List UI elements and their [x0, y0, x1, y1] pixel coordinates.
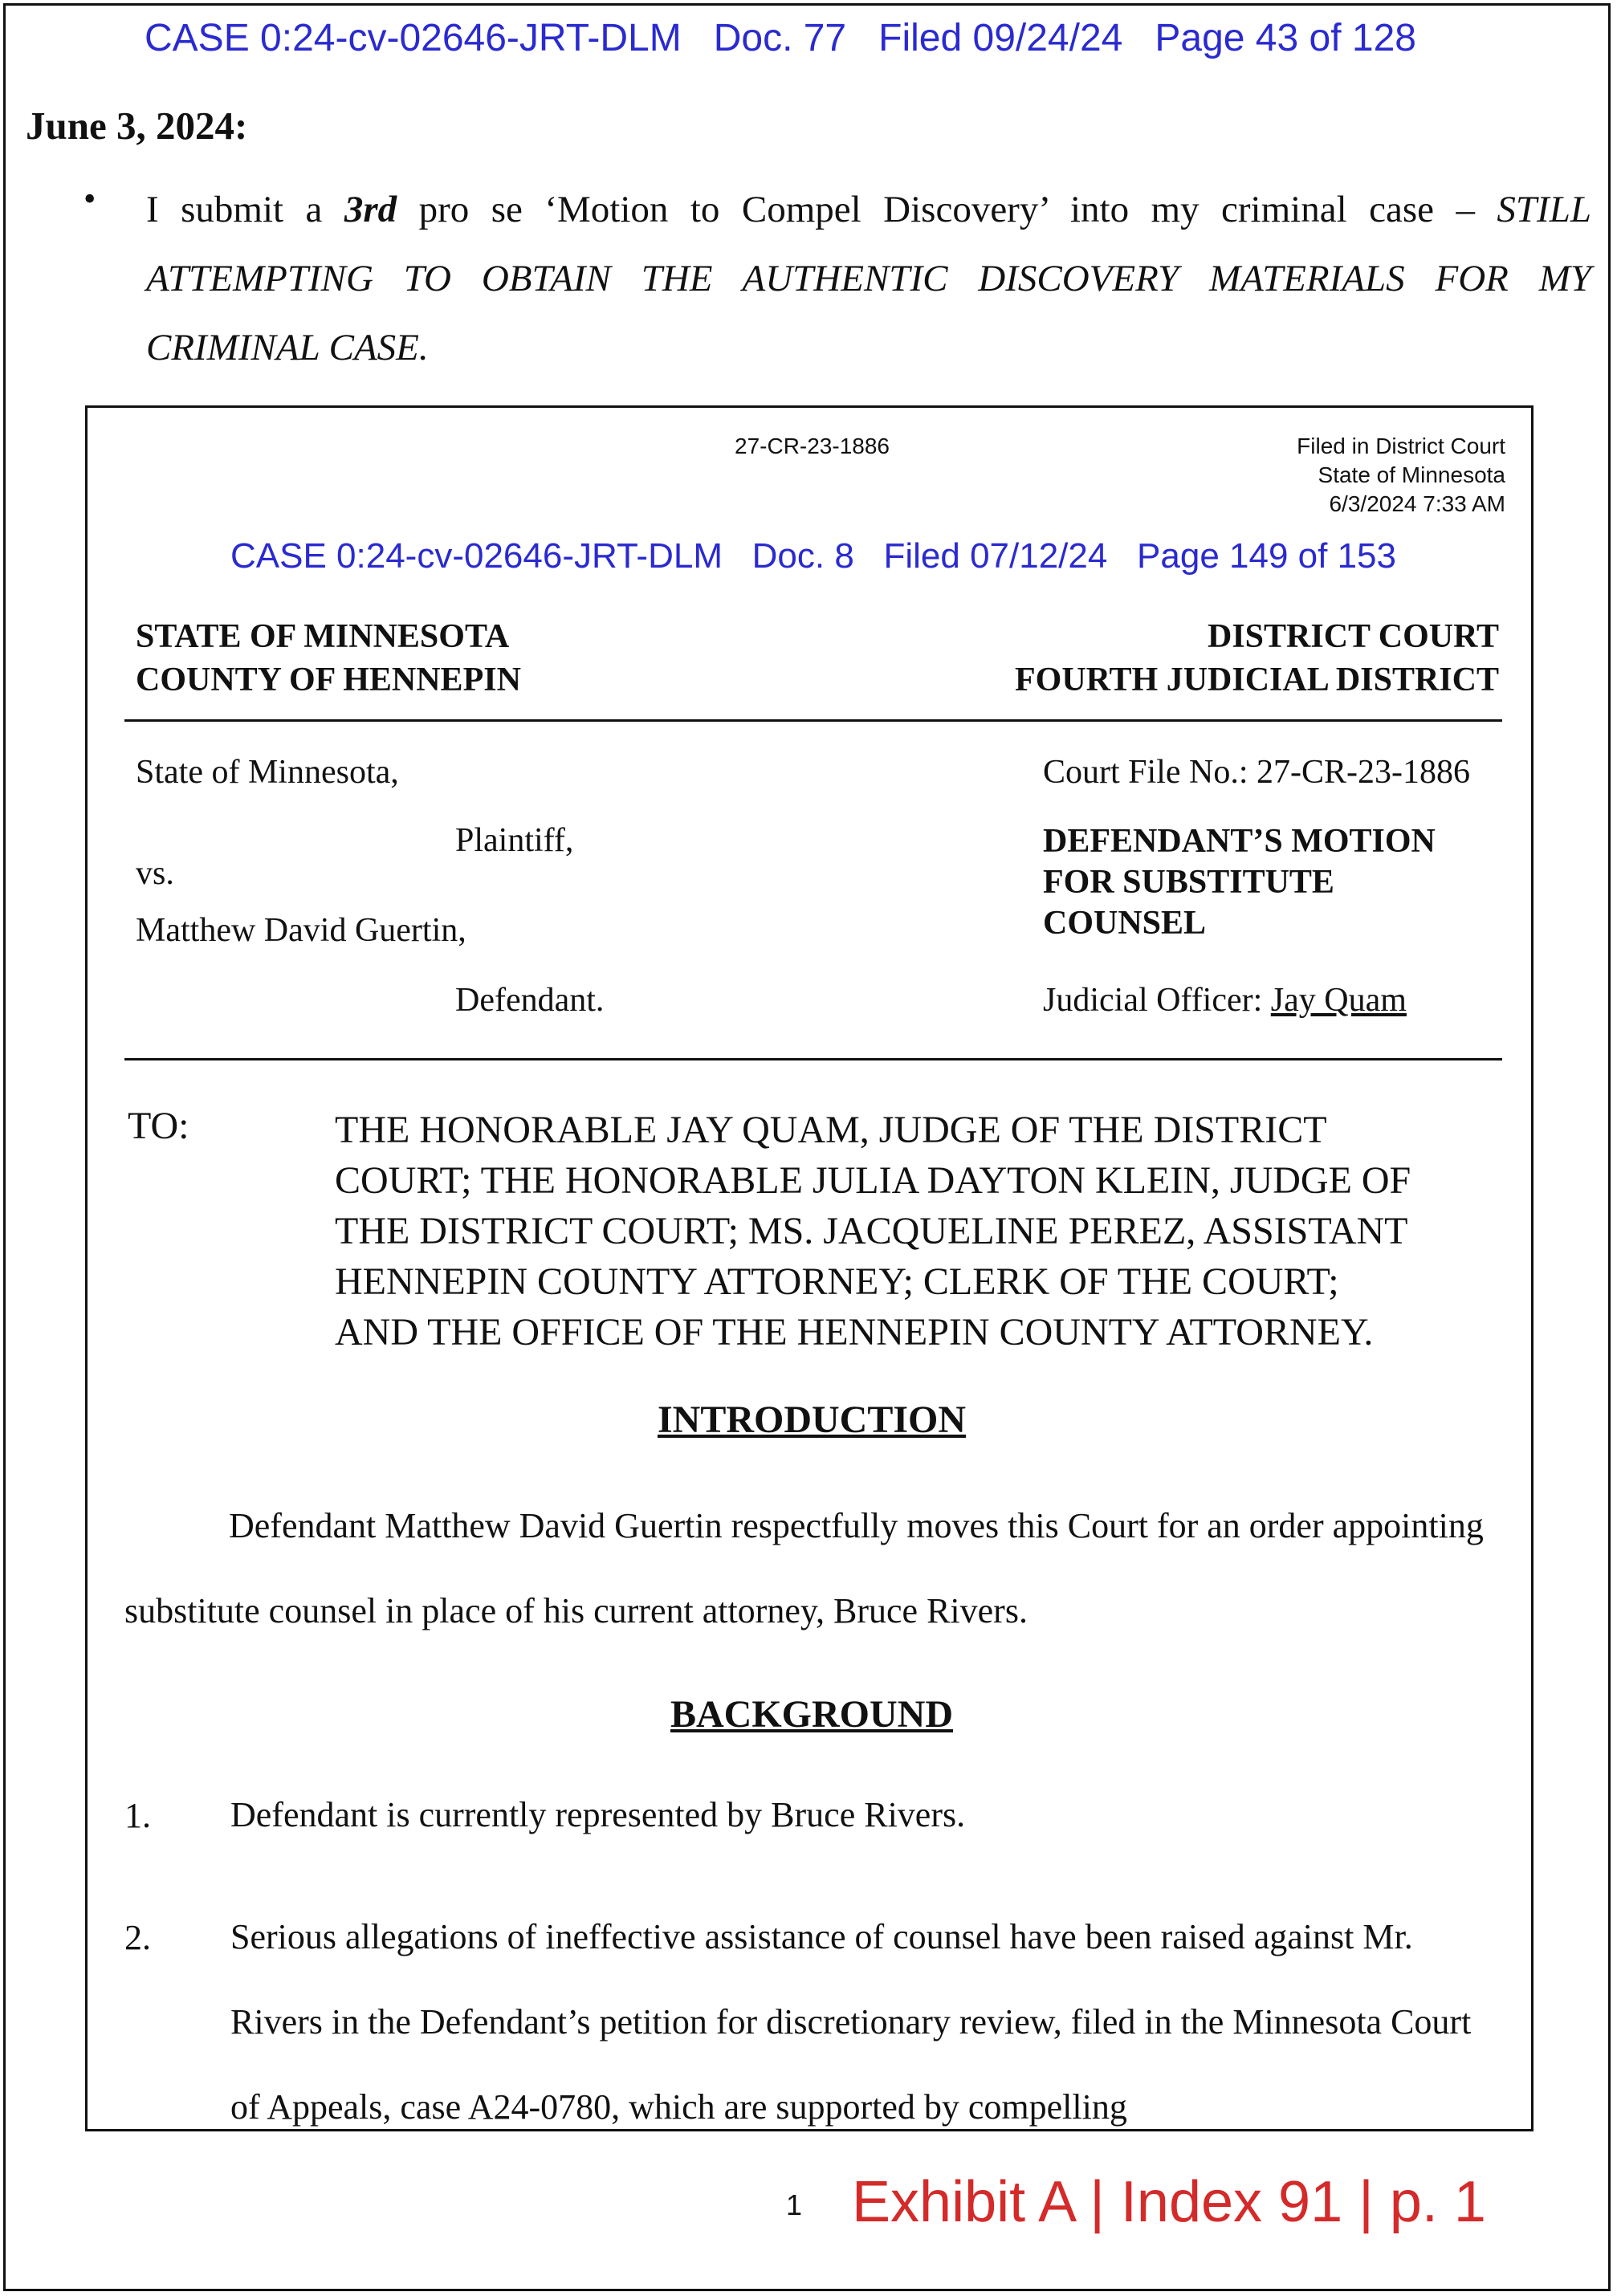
- addressee-line: COURT; THE HONORABLE JULIA DAYTON KLEIN, JUDGE OF: [335, 1159, 1411, 1202]
- addressee-line: THE DISTRICT COURT; MS. JACQUELINE PEREZ, ASSISTANT: [335, 1210, 1408, 1252]
- bullet-text-emphasis: 3rd: [344, 189, 397, 230]
- to-label: TO:: [128, 1105, 189, 1147]
- court-name: [1015, 615, 1499, 702]
- exhibit-stamp: Exhibit A | Index 91 | p. 1: [852, 2170, 1486, 2234]
- court-name-line: DISTRICT COURT: [1207, 618, 1499, 655]
- background-heading: BACKGROUND: [670, 1693, 953, 1736]
- addressee-block: [335, 1105, 1523, 1358]
- introduction-paragraph: Defendant Matthew David Guertin respectfully moves this Court for an order appointing substitute counsel in place of his current attorney, Bruce Rivers.: [124, 1506, 1484, 1630]
- filed-stamp-line: 6/3/2024 7:33 AM: [1329, 491, 1505, 516]
- introduction-heading: INTRODUCTION: [657, 1398, 967, 1441]
- item-number: 2.: [124, 1918, 151, 1957]
- bullet-entry: [146, 175, 1591, 382]
- defendant-name: Matthew David Guertin,: [136, 912, 466, 949]
- jurisdiction-state: STATE OF MINNESOTA: [136, 618, 510, 655]
- judicial-officer-label: Judicial Officer:: [1043, 982, 1271, 1019]
- judicial-officer-name: Jay Quam: [1270, 982, 1407, 1019]
- defendant-role: Defendant.: [455, 982, 605, 1019]
- addressee-line: AND THE OFFICE OF THE HENNEPIN COUNTY ATTORNEY.: [335, 1311, 1374, 1354]
- exhibit-case-header: CASE 0:24-cv-02646-JRT-DLM Doc. 8 Filed 07/12/24 Page 149 of 153: [230, 536, 1396, 576]
- addressee-line: HENNEPIN COUNTY ATTORNEY; CLERK OF THE COURT;: [335, 1260, 1339, 1303]
- court-jurisdiction: [136, 615, 521, 702]
- entry-date-heading: June 3, 2024:: [26, 104, 248, 148]
- judicial-officer: [1043, 981, 1407, 1020]
- filed-stamp-line: Filed in District Court: [1297, 434, 1505, 458]
- case-header: CASE 0:24-cv-02646-JRT-DLM Doc. 77 Filed 09/24/24 Page 43 of 128: [145, 17, 1416, 59]
- motion-title-line: COUNSEL: [1043, 905, 1207, 942]
- bullet-text-post: pro se ‘Motion to Compel Discovery’ into my criminal case –: [397, 189, 1497, 230]
- court-file-number: Court File No.: 27-CR-23-1886: [1043, 754, 1470, 791]
- page-number: 1: [786, 2188, 803, 2221]
- background-item: Serious allegations of ineffective assistance of counsel have been raised against Mr. Rivers in the Defendant’s petition for discretionary review, filed in the Minnesota Court of Appeals, case A24-0780, which are supported by compelling: [230, 1917, 1472, 2127]
- addressee-line: THE HONORABLE JAY QUAM, JUDGE OF THE DISTRICT: [335, 1109, 1327, 1151]
- exhibit-document: [85, 405, 1534, 2234]
- filed-stamp-line: State of Minnesota: [1318, 462, 1505, 487]
- motion-title-line: DEFENDANT’S MOTION: [1043, 823, 1436, 860]
- caption-top-rule: [124, 719, 1502, 722]
- versus-label: vs.: [136, 855, 174, 892]
- item-number: 1.: [124, 1796, 151, 1835]
- background-item: Defendant is currently represented by Bruce Rivers.: [230, 1795, 966, 1834]
- motion-title: [1043, 821, 1436, 944]
- caption-bottom-rule: [124, 1058, 1502, 1060]
- plaintiff-role: Plaintiff,: [455, 822, 574, 859]
- motion-title-line: FOR SUBSTITUTE: [1043, 864, 1334, 901]
- bullet-text-pre: I submit a: [146, 189, 344, 230]
- bullet-text-caps: STILL ATTEMPTING TO OBTAIN THE AUTHENTIC DISCOVERY MATERIALS FOR MY CRIMINAL CASE.: [146, 189, 1591, 368]
- bullet-marker: •: [83, 179, 96, 218]
- plaintiff-name: State of Minnesota,: [136, 754, 399, 791]
- filed-stamp: [1297, 432, 1505, 519]
- exhibit-file-number: 27-CR-23-1886: [735, 434, 890, 458]
- court-district-line: FOURTH JUDICIAL DISTRICT: [1015, 662, 1499, 698]
- jurisdiction-county: COUNTY OF HENNEPIN: [136, 662, 521, 698]
